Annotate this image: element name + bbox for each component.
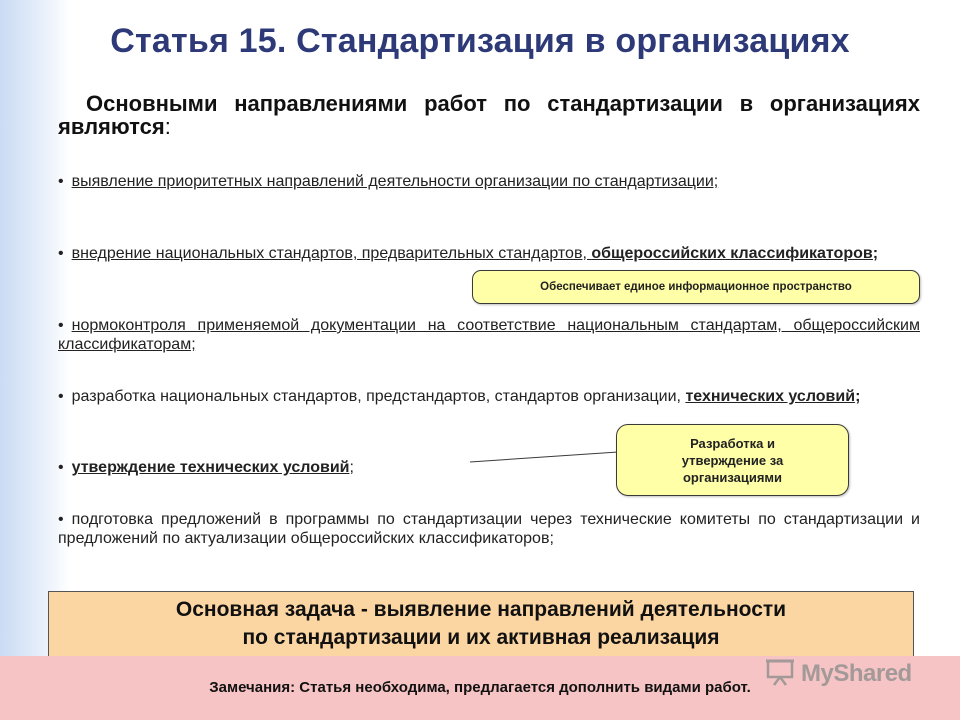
main-task-line-2: по стандартизации и их активная реализация [242, 626, 720, 649]
list-item [58, 244, 920, 263]
list-item-text: нормоконтроля применяемой документации на соответствие национальным стандартам, общероссийским классификаторам; [58, 317, 920, 353]
main-task-line-1: Основная задача - выявление направлений деятельности [175, 598, 787, 621]
main-task-box [48, 591, 914, 657]
watermark [765, 654, 912, 694]
list-item-text: утверждение технических условий [71, 459, 350, 476]
projector-screen-icon [765, 657, 795, 692]
bullet-icon: • [58, 388, 64, 405]
list-item-text: технических условий [685, 388, 856, 405]
list-item-text: общероссийских классификаторов; [591, 245, 879, 262]
list-item-text: подготовка предложений в программы по стандартизации через технические комитеты по стандартизации и предложений по актуализации общероссийских классификаторов; [58, 511, 920, 547]
list-item-text: внедрение национальных стандартов, предварительных стандартов, [71, 245, 592, 262]
callout-development [616, 424, 849, 496]
list-item-text: выявление приоритетных направлений деятельности организации по стандартизации; [71, 173, 719, 190]
slide-title: Статья 15. Стандартизация в организациях [110, 22, 850, 60]
callout-development-text: Разработка и утверждение за организациями [681, 435, 784, 485]
list-item-text: ; [855, 388, 861, 405]
intro-text: Основными направлениями работ по стандартизации в организациях являются [58, 91, 920, 139]
list-item-text: разработка национальных стандартов, предстандартов, стандартов организации, [71, 388, 686, 405]
bullet-icon: • [58, 459, 64, 476]
intro-heading [58, 92, 920, 138]
bullet-icon: • [58, 511, 64, 528]
list-item [58, 510, 920, 548]
callout-info-space-text: Обеспечивает единое информационное пространство [540, 281, 852, 293]
list-item [58, 172, 920, 191]
list-item [58, 387, 920, 406]
callout-info-space [472, 270, 920, 304]
bullet-icon: • [58, 317, 64, 334]
intro-colon: : [164, 114, 171, 139]
watermark-text: MyShared [801, 660, 912, 687]
list-item [58, 316, 920, 354]
bullet-icon: • [58, 245, 64, 262]
bullet-icon: • [58, 173, 64, 190]
remarks-text: Замечания: Статья необходима, предлагается дополнить видами работ. [209, 679, 751, 696]
list-item-text: ; [349, 459, 354, 476]
